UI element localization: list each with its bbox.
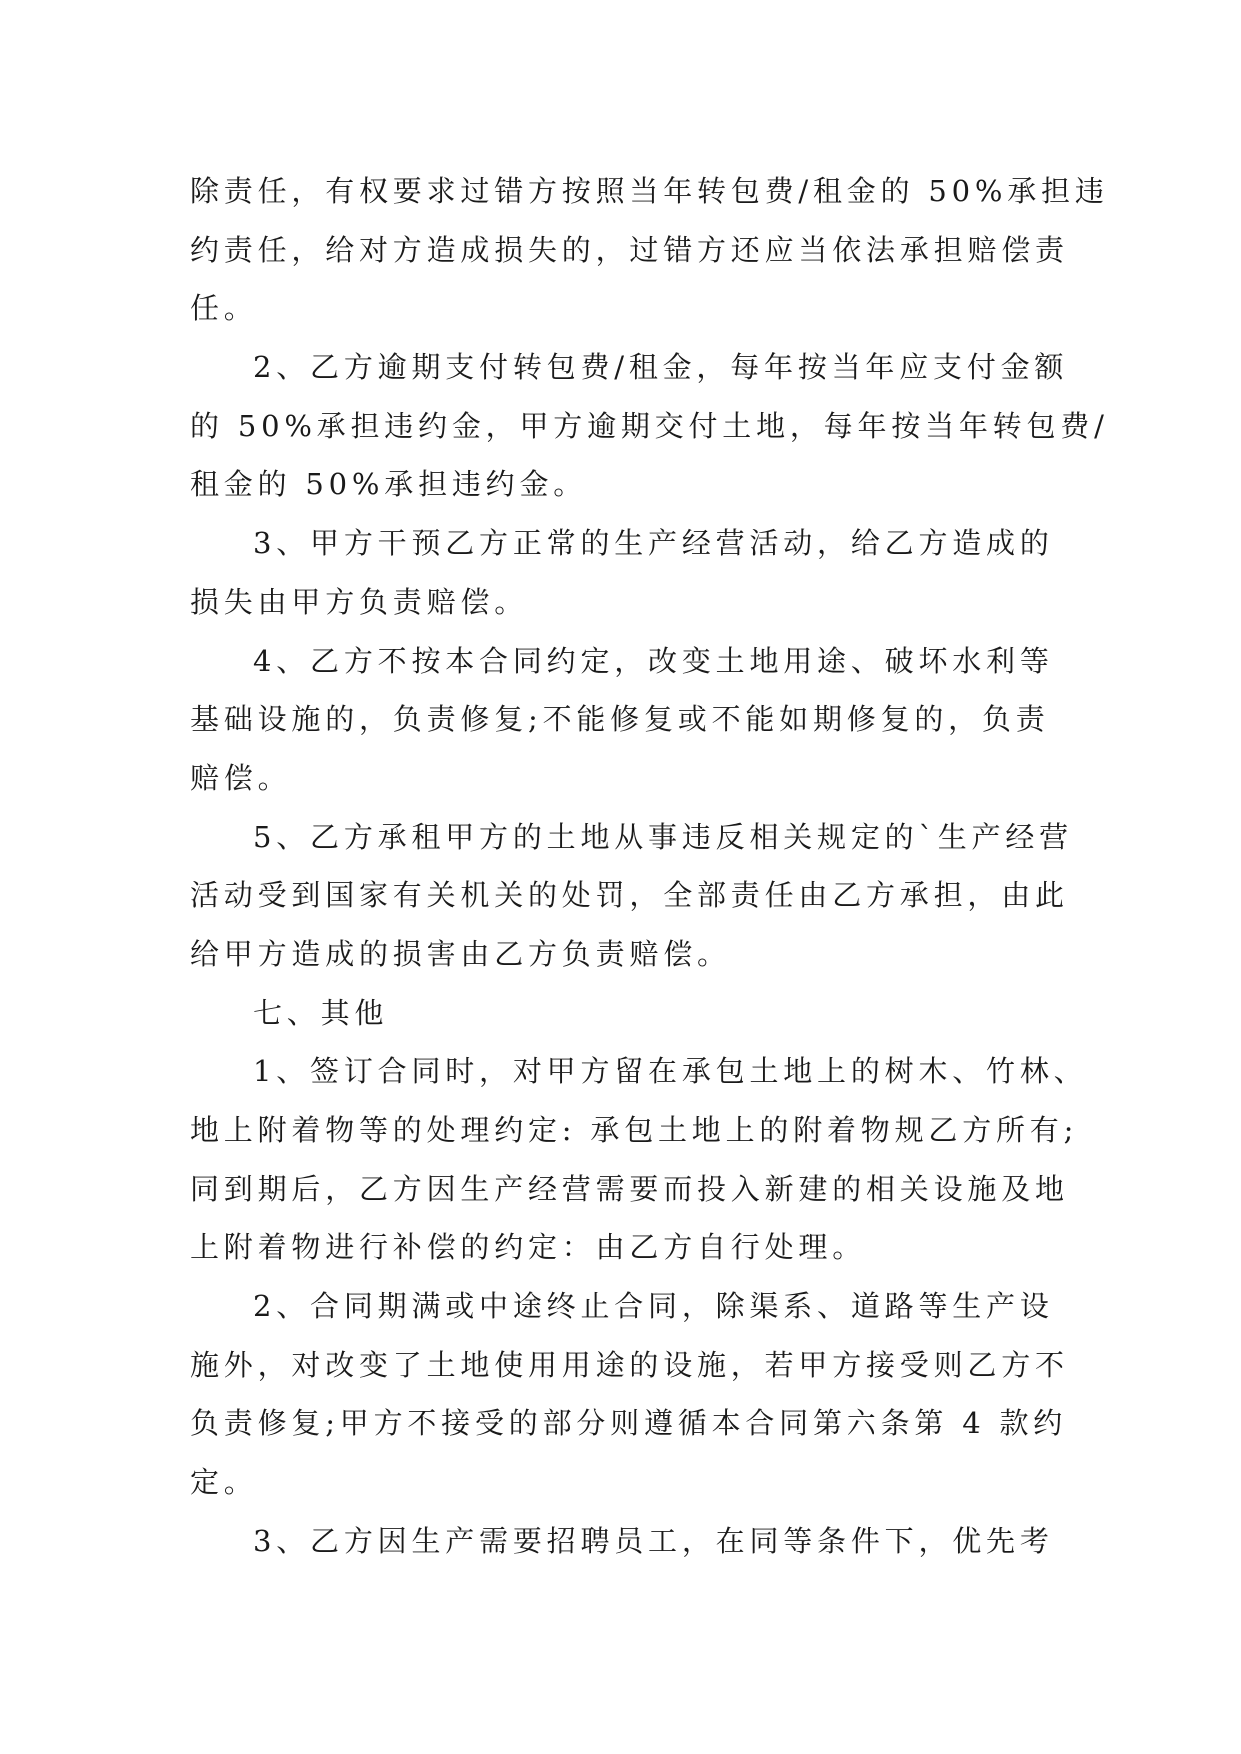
- text-line: 施外，对改变了土地使用用途的设施，若甲方接受则乙方不: [190, 1347, 1069, 1382]
- text-line: 基础设施的，负责修复;不能修复或不能如期修复的，负责: [190, 702, 1050, 737]
- text-line: 同到期后，乙方因生产经营需要而投入新建的相关设施及地: [190, 1171, 1069, 1206]
- text-line: 约责任，给对方造成损失的，过错方还应当依法承担赔偿责: [190, 232, 1069, 267]
- text-line: 上附着物进行补偿的约定：由乙方自行处理。: [190, 1230, 867, 1265]
- paragraph-start-line: 2、合同期满或中途终止合同，除渠系、道路等生产设: [253, 1289, 1054, 1324]
- paragraph-start-line: 4、乙方不按本合同约定，改变土地用途、破坏水利等: [253, 643, 1054, 678]
- text-line: 除责任，有权要求过错方按照当年转包费/租金的 50%承担违: [190, 174, 1109, 208]
- paragraph-start-line: 3、乙方因生产需要招聘员工，在同等条件下，优先考: [253, 1523, 1054, 1558]
- text-line: 任。: [190, 291, 258, 326]
- text-line: 租金的 50%承担违约金。: [190, 467, 588, 502]
- text-line: 给甲方造成的损害由乙方负责赔偿。: [190, 936, 731, 971]
- document-body: [190, 162, 1109, 1571]
- paragraph-start-line: 5、乙方承租甲方的土地从事违反相关规定的`生产经营: [253, 819, 1073, 854]
- paragraph-start-line: 3、甲方干预乙方正常的生产经营活动，给乙方造成的: [253, 526, 1054, 561]
- text-line: 地上附着物等的处理约定: 承包土地上的附着物规乙方所有;: [190, 1113, 1079, 1147]
- text-line: 定。: [190, 1465, 258, 1500]
- text-line: 损失由甲方负责赔偿。: [190, 584, 529, 619]
- text-line: 的 50%承担违约金，甲方逾期交付土地，每年按当年转包费/: [190, 408, 1109, 443]
- text-line: 赔偿。: [190, 760, 292, 795]
- section-heading: 七、其他: [253, 995, 389, 1030]
- text-line: 活动受到国家有关机关的处罚，全部责任由乙方承担，由此: [190, 878, 1069, 913]
- paragraph-start-line: 2、乙方逾期支付转包费/租金，每年按当年应支付金额: [253, 350, 1069, 385]
- paragraph-start-line: 1、签订合同时，对甲方留在承包土地上的树木、竹林、: [253, 1054, 1088, 1089]
- text-line: 负责修复;甲方不接受的部分则遵循本合同第六条第 4 款约: [190, 1406, 1068, 1441]
